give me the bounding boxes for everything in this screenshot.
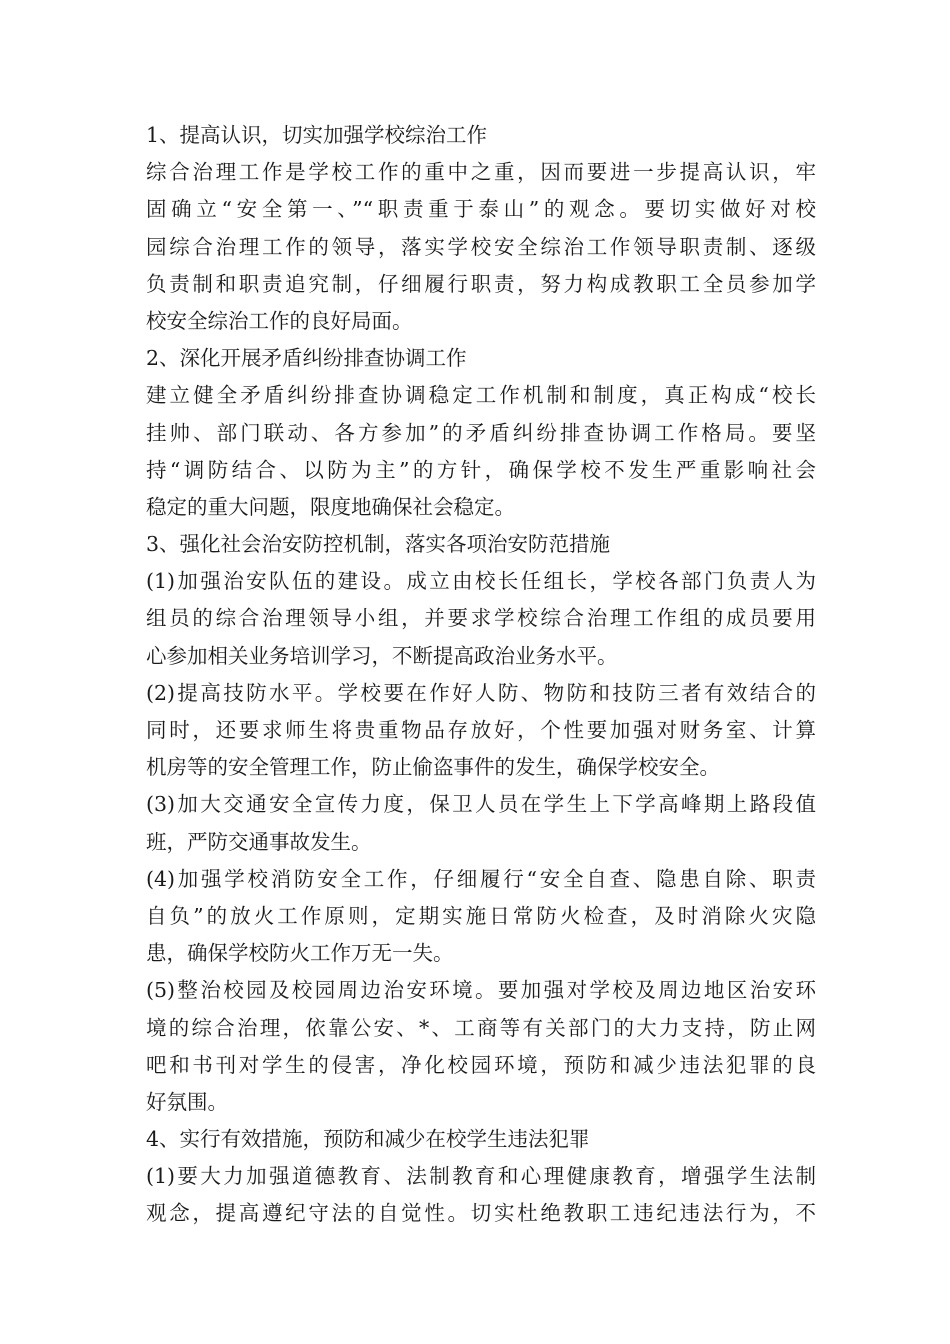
text-line: 挂帅、部门联动、各方参加”的矛盾纠纷排查协调工作格局。要坚 [146, 420, 816, 445]
text-line: 1、提高认识，切实加强学校综治工作 [146, 123, 488, 147]
text-line: 好氛围。 [146, 1089, 228, 1114]
text-line: 负责制和职责追究制，仔细履行职责，努力构成教职工全员参加学 [146, 271, 816, 296]
document-body [146, 117, 816, 1233]
text-line: 观念，提高遵纪守法的自觉性。切实杜绝教职工违纪违法行为，不 [146, 1201, 816, 1226]
text-line: 患，确保学校防火工作万无一失。 [146, 941, 454, 966]
text-line: 校安全综治工作的良好局面。 [146, 308, 413, 333]
text-line: 2、深化开展矛盾纠纷排查协调工作 [146, 346, 467, 371]
text-line: (5)整治校园及校园周边治安环境。要加强对学校及周边地区治安环 [146, 978, 816, 1003]
text-line: (3)加大交通安全宣传力度，保卫人员在学生上下学高峰期上路段值 [146, 792, 816, 817]
text-line: 综合治理工作是学校工作的重中之重，因而要进一步提高认识，牢 [146, 160, 816, 185]
text-line: 固确立“安全第一、”“职责重于泰山”的观念。要切实做好对校 [146, 197, 816, 222]
text-line: 同时，还要求师生将贵重物品存放好，个性要加强对财务室、计算 [146, 718, 816, 742]
text-line: 园综合治理工作的领导，落实学校安全综治工作领导职责制、逐级 [146, 234, 816, 259]
text-line: 建立健全矛盾纠纷排查协调稳定工作机制和制度，真正构成“校长 [146, 383, 816, 408]
text-line: 3、强化社会治安防控机制，落实各项治安防范措施 [146, 532, 611, 557]
text-line: (2)提高技防水平。学校要在作好人防、物防和技防三者有效结合的 [146, 680, 816, 705]
text-line: 持“调防结合、以防为主”的方针，确保学校不发生严重影响社会 [146, 457, 816, 482]
text-line: 吧和书刊对学生的侵害，净化校园环境，预防和减少违法犯罪的良 [146, 1052, 816, 1077]
text-line: (1)要大力加强道德教育、法制教育和心理健康教育，增强学生法制 [146, 1164, 816, 1189]
text-line: (4)加强学校消防安全工作，仔细履行“安全自查、隐患自除、职责 [146, 866, 816, 891]
text-line: 机房等的安全管理工作，防止偷盗事件的发生，确保学校安全。 [146, 755, 720, 780]
text-line: 稳定的重大问题，限度地确保社会稳定。 [146, 494, 515, 519]
text-line: 组员的综合治理领导小组，并要求学校综合治理工作组的成员要用 [146, 606, 816, 631]
text-line: 4、实行有效措施，预防和减少在校学生违法犯罪 [146, 1127, 590, 1152]
text-line: 班，严防交通事故发生。 [146, 829, 372, 854]
text-line: 心参加相关业务培训学习，不断提高政治业务水平。 [146, 643, 618, 668]
text-line: 自负”的放火工作原则，定期实施日常防火检查，及时消除火灾隐 [146, 903, 816, 928]
text-line: 境的综合治理，依靠公安、*、工商等有关部门的大力支持，防止网 [146, 1015, 816, 1040]
text-line: (1)加强治安队伍的建设。成立由校长任组长，学校各部门负责人为 [146, 569, 816, 594]
